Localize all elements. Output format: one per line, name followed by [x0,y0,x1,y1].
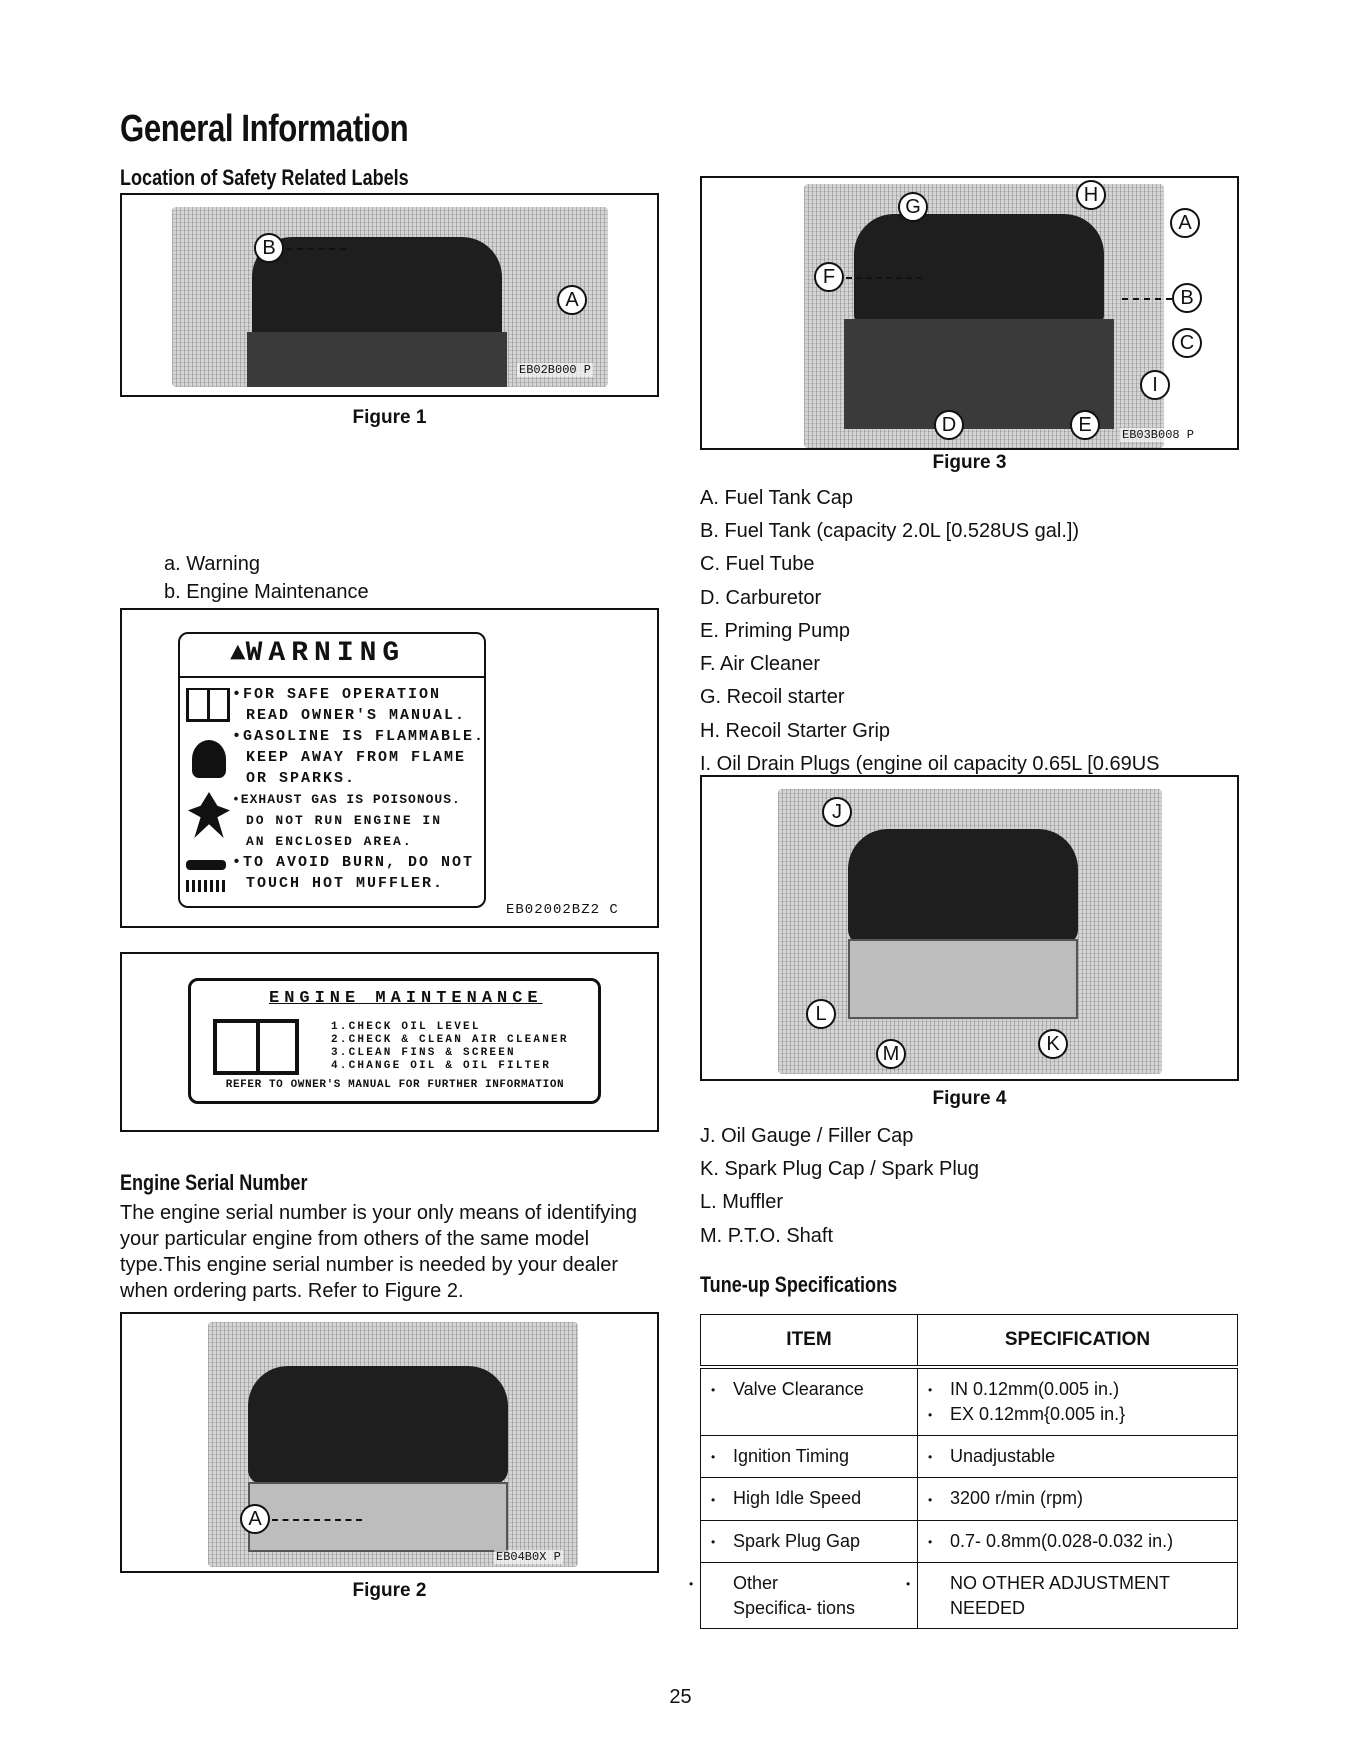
hot-muffler-icon [186,854,228,894]
callout-b: B [254,233,284,263]
table-row [701,1520,1238,1562]
figure-4-item: K. Spark Plug Cap / Spark Plug [700,1158,980,1180]
page-title: General Information [120,108,409,150]
warning-line: •EXHAUST GAS IS POISONOUS. [232,792,461,807]
warning-triangle-icon: ▲ [230,638,246,668]
maintenance-line: 2.CHECK & CLEAN AIR CLEANER [331,1034,569,1046]
warning-line: •TO AVOID BURN, DO NOT [232,854,475,871]
warning-line: READ OWNER'S MANUAL. [246,707,467,724]
item-cell: • Ignition Timing [711,1444,907,1469]
figure-3-item: I. Oil Drain Plugs (engine oil capacity 0.65L [0.69US [700,753,1160,775]
figure-2-caption: Figure 2 [352,1580,427,1601]
spec-cell: • Unadjustable [928,1444,1227,1469]
spec-cell: • 0.7- 0.8mm(0.028-0.032 in.) [928,1529,1227,1554]
serial-heading: Engine Serial Number [120,1170,308,1195]
figure-4-item: L. Muffler [700,1191,783,1213]
column-header-item: ITEM [701,1315,918,1367]
maintenance-line: 4.CHANGE OIL & OIL FILTER [331,1060,552,1072]
item-cell: • High Idle Speed [711,1486,907,1511]
warning-line: •GASOLINE IS FLAMMABLE. [232,728,486,745]
item-cell: • Valve Clearance [711,1377,907,1402]
engine-photo [172,207,608,387]
warning-label-code: EB02002BZ2 C [506,902,619,918]
callout-j: J [822,797,852,827]
callout-b: B [1172,283,1202,313]
warning-line: AN ENCLOSED AREA. [246,834,413,849]
tuneup-table [700,1314,1238,1629]
engine-photo [804,184,1164,448]
figure-1-frame [120,193,659,397]
callout-l: L [806,999,836,1029]
figure-2-code: EB04B0X P [496,1550,561,1564]
maintenance-line: 1.CHECK OIL LEVEL [331,1021,481,1033]
maintenance-heading: ENGINE MAINTENANCE [269,989,543,1008]
callout-h: H [1076,180,1106,210]
callout-a: A [557,285,587,315]
callout-a: A [240,1504,270,1534]
warning-label-frame [120,608,659,928]
figure-3-frame [700,176,1239,450]
figure-4-frame [700,775,1239,1081]
figure-1-item-b: b. Engine Maintenance [164,581,369,603]
maintenance-label [188,978,601,1104]
exhaust-person-icon [188,792,230,838]
spec-cell: • 3200 r/min (rpm) [928,1486,1227,1511]
item-cell: • Spark Plug Gap [711,1529,907,1554]
figure-3-item: H. Recoil Starter Grip [700,720,891,742]
table-row [701,1436,1238,1478]
maintenance-line: 3.CLEAN FINS & SCREEN [331,1047,516,1059]
figure-3-item: B. Fuel Tank (capacity 2.0L [0.528US gal.]) [700,520,1080,542]
warning-line: TOUCH HOT MUFFLER. [246,875,445,892]
figure-3-item: A. Fuel Tank Cap [700,487,854,509]
maintenance-footer: REFER TO OWNER'S MANUAL FOR FURTHER INFORMATION [225,1079,565,1091]
callout-k: K [1038,1029,1068,1059]
tuneup-heading: Tune-up Specifications [700,1272,898,1297]
callout-g: G [898,192,928,222]
spec-cell: • NO OTHER ADJUSTMENT NEEDED [928,1571,1198,1620]
warning-line: OR SPARKS. [246,770,357,787]
figure-4-caption: Figure 4 [932,1088,1007,1109]
flame-icon [192,740,226,778]
figure-3-item: F. Air Cleaner [700,653,821,675]
callout-a: A [1170,208,1200,238]
table-row [701,1478,1238,1520]
figure-4-item: M. P.T.O. Shaft [700,1225,834,1247]
figure-1-item-a: a. Warning [164,553,260,575]
figure-3-item: D. Carburetor [700,587,822,609]
warning-line: •FOR SAFE OPERATION [232,686,442,703]
figure-3-item: C. Fuel Tube [700,553,815,575]
warning-heading: ▲WARNING [230,638,406,669]
warning-label [178,632,486,908]
serial-text: The engine serial number is your only means of identifying your particular engine from others of the same model type.This engine serial number is needed by your dealer when ordering parts. Refer to Figure 2. [120,1202,637,1302]
table-row [701,1562,1238,1628]
callout-c: C [1172,328,1202,358]
spec-cell: • IN 0.12mm(0.005 in.) [928,1377,1227,1402]
spec-cell: • EX 0.12mm{0.005 in.} [928,1402,1227,1427]
page-number: 25 [669,1686,692,1708]
callout-f: F [814,262,844,292]
figure-2-frame [120,1312,659,1573]
warning-line: KEEP AWAY FROM FLAME [246,749,467,766]
item-cell: • Other Specifica- tions [711,1571,861,1620]
figure-3-item: E. Priming Pump [700,620,851,642]
figure-1-code: EB02B000 P [519,363,592,377]
callout-d: D [934,410,964,440]
manual-book-icon [186,688,230,722]
callout-e: E [1070,410,1100,440]
manual-book-icon [213,1019,299,1075]
figure-3-code: EB03B008 P [1122,428,1195,442]
maintenance-label-frame [120,952,659,1132]
figure-1-caption: Figure 1 [352,407,427,428]
section-heading-labels: Location of Safety Related Labels [120,165,409,190]
figure-3-caption: Figure 3 [932,452,1007,473]
engine-photo [778,789,1162,1074]
callout-i: I [1140,370,1170,400]
table-row [701,1367,1238,1436]
figure-4-item: J. Oil Gauge / Filler Cap [700,1125,914,1147]
callout-m: M [876,1039,906,1069]
column-header-specification: SPECIFICATION [918,1315,1238,1367]
warning-line: DO NOT RUN ENGINE IN [246,813,443,828]
figure-3-item: G. Recoil starter [700,686,845,708]
